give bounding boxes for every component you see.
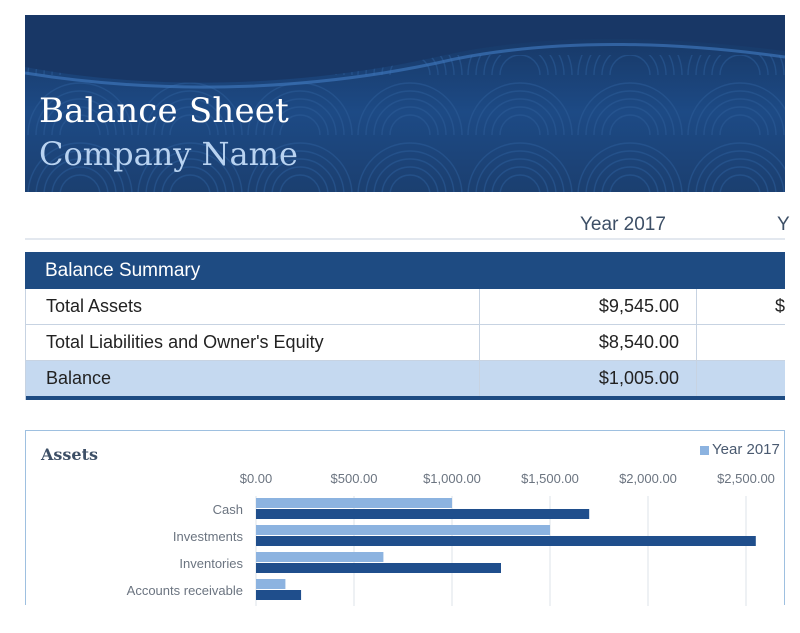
bar bbox=[256, 590, 301, 600]
x-tick-label: $2,500.00 bbox=[717, 471, 775, 486]
bar bbox=[256, 579, 285, 589]
row-label: Total Assets bbox=[46, 296, 143, 316]
assets-chart[interactable] bbox=[25, 430, 785, 605]
chart-plot bbox=[26, 431, 784, 606]
row-value-2[interactable] bbox=[696, 325, 786, 360]
category-label: Investments bbox=[172, 529, 243, 544]
page-title: Balance Sheet bbox=[39, 91, 289, 131]
company-name: Company Name bbox=[39, 135, 298, 173]
row-value[interactable]: $9,545.00 bbox=[479, 289, 680, 324]
bar bbox=[256, 536, 756, 546]
header-banner bbox=[25, 15, 785, 192]
bar bbox=[256, 552, 383, 562]
balance-summary-table bbox=[25, 252, 785, 400]
bar bbox=[256, 525, 550, 535]
x-tick-label: $1,000.00 bbox=[423, 471, 481, 486]
x-tick-label: $0.00 bbox=[239, 471, 273, 486]
row-value-2[interactable]: $ bbox=[696, 289, 786, 324]
x-tick-label: $500.00 bbox=[330, 471, 378, 486]
x-tick-label: $1,500.00 bbox=[521, 471, 579, 486]
chart-title: Assets bbox=[41, 445, 99, 464]
row-label: Balance bbox=[46, 368, 112, 388]
category-label: Inventories bbox=[179, 556, 243, 571]
row-label: Total Liabilities and Owner's Equity bbox=[46, 332, 324, 352]
category-label: Accounts receivable bbox=[126, 583, 243, 598]
table-heading: Balance Summary bbox=[25, 252, 785, 289]
bar bbox=[256, 509, 589, 519]
x-tick-label: $2,000.00 bbox=[619, 471, 677, 486]
table-row-balance[interactable] bbox=[26, 361, 785, 400]
legend-label: Year 2017 bbox=[712, 441, 780, 458]
row-value-2[interactable] bbox=[696, 361, 786, 396]
category-label: Cash bbox=[212, 502, 243, 517]
table-row[interactable] bbox=[26, 325, 785, 361]
bar bbox=[256, 563, 501, 573]
year-column-header-2: Y bbox=[777, 214, 790, 235]
year-header-row bbox=[25, 210, 790, 240]
bar bbox=[256, 498, 452, 508]
row-value[interactable]: $8,540.00 bbox=[479, 325, 680, 360]
year-column-header: Year 2017 bbox=[580, 214, 666, 235]
table-row[interactable] bbox=[26, 289, 785, 325]
row-value[interactable]: $1,005.00 bbox=[479, 361, 680, 396]
